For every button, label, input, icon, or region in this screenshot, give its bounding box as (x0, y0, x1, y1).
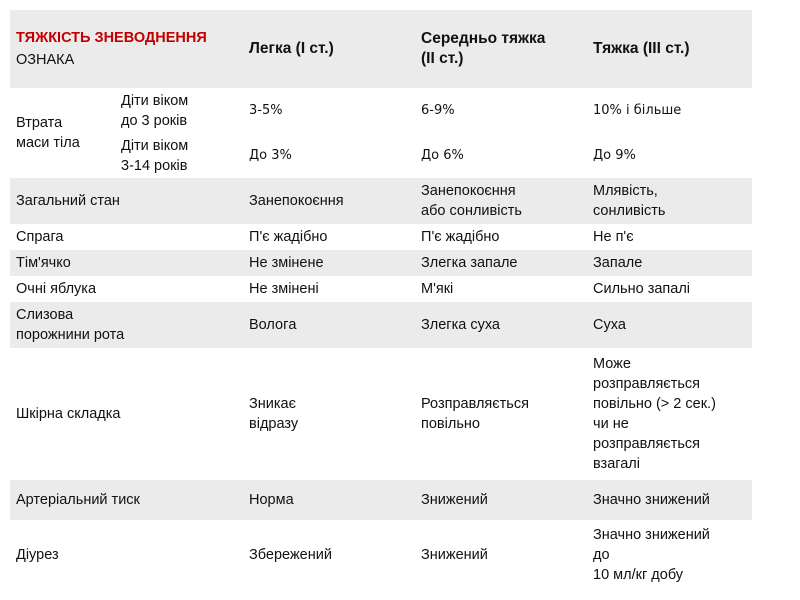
row-mild: Не змінене (243, 250, 415, 276)
row-sign: Загальний стан (10, 178, 243, 224)
row-mild: Вологa (243, 302, 415, 348)
weight-loss-sub2-mild: До 3% (243, 134, 415, 178)
row-severe: Млявість, сонливість (587, 178, 752, 224)
row-mild: Занепокоєння (243, 178, 415, 224)
weight-loss-sub1: Діти віком до 3 років (115, 88, 243, 134)
weight-loss-label: Втрата маси тіла (10, 88, 115, 178)
row-moderate: Злегка суха (415, 302, 587, 348)
row-sign: Діурез (10, 520, 243, 590)
row-severe: Суха (587, 302, 752, 348)
row-sign: Артеріальний тиск (10, 480, 243, 520)
header-title: ТЯЖКІСТЬ ЗНЕВОДНЕННЯ (16, 29, 207, 46)
table-row (10, 348, 752, 480)
table-row (10, 224, 752, 250)
row-moderate: М'які (415, 276, 587, 302)
row-mild: Не змінені (243, 276, 415, 302)
row-sign: Тім'ячко (10, 250, 243, 276)
header-moderate: Середньо тяжка (II ст.) (415, 10, 587, 88)
row-sign: Очні яблука (10, 276, 243, 302)
table-row (10, 480, 752, 520)
row-mild: Норма (243, 480, 415, 520)
weight-loss-sub1-moderate: 6-9% (415, 88, 587, 134)
row-severe: Значно знижений до 10 мл/кг добу (587, 520, 752, 590)
weight-loss-sub2-severe: До 9% (587, 134, 752, 178)
weight-loss-sub2: Діти віком 3-14 років (115, 134, 243, 178)
header-row (10, 10, 752, 88)
dehydration-severity-table (10, 10, 752, 590)
row-sign: Слизова порожнини рота (10, 302, 243, 348)
header-severe: Тяжка (III ст.) (587, 10, 752, 88)
header-sign-cell (10, 10, 243, 88)
row-sign: Спрага (10, 224, 243, 250)
weight-loss-sub2-moderate: До 6% (415, 134, 587, 178)
row-moderate: Злегка запале (415, 250, 587, 276)
row-severe: Може розправляється повільно (> 2 сек.) чи не розправляється взагалі (587, 348, 752, 480)
table-row (10, 302, 752, 348)
row-severe: Не п'є (587, 224, 752, 250)
weight-loss-row-2 (10, 134, 752, 178)
row-severe: Сильно запалі (587, 276, 752, 302)
weight-loss-sub1-severe: 10% і більше (587, 88, 752, 134)
row-moderate: Знижений (415, 520, 587, 590)
header-sign: ОЗНАКА (16, 51, 75, 68)
row-moderate: Розправляється повільно (415, 348, 587, 480)
row-moderate: П'є жадібно (415, 224, 587, 250)
row-moderate: Занепокоєння або сонливість (415, 178, 587, 224)
table-row (10, 178, 752, 224)
row-severe: Запале (587, 250, 752, 276)
table-row (10, 250, 752, 276)
row-mild: П'є жадібно (243, 224, 415, 250)
row-moderate: Знижений (415, 480, 587, 520)
row-mild: Збережений (243, 520, 415, 590)
table-row (10, 520, 752, 590)
row-severe: Значно знижений (587, 480, 752, 520)
weight-loss-sub1-mild: 3-5% (243, 88, 415, 134)
table-row (10, 276, 752, 302)
row-mild: Зникає відразу (243, 348, 415, 480)
header-mild: Легка (I ст.) (243, 10, 415, 88)
row-sign: Шкірна складка (10, 348, 243, 480)
weight-loss-row-1 (10, 88, 752, 134)
